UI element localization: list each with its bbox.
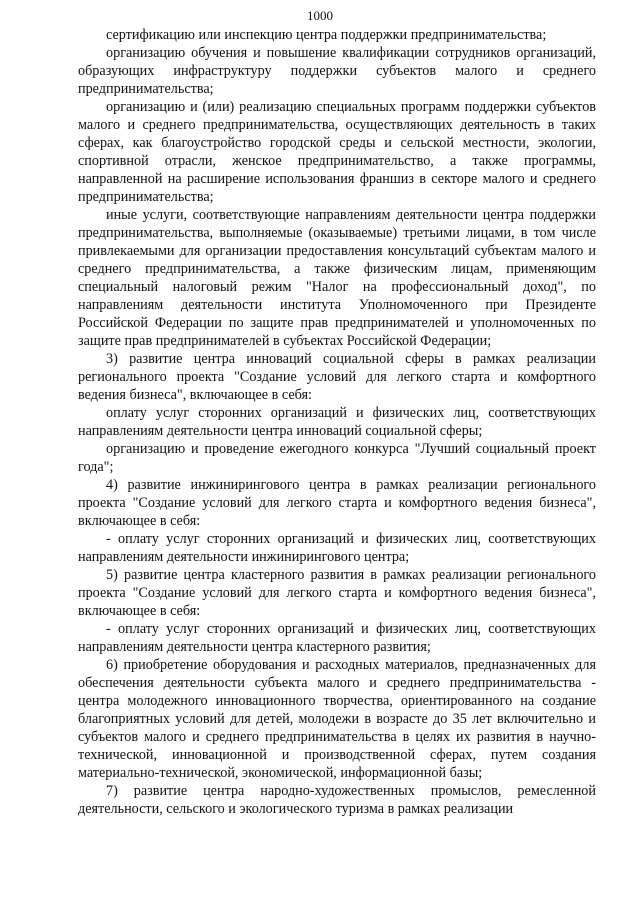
- paragraph-9: - оплату услуг сторонних организаций и физических лиц, соответствующих направлениям деятельности инжинирингового центра;: [78, 531, 596, 565]
- page-number: 1000: [307, 8, 333, 23]
- document-body: [78, 26, 596, 818]
- paragraph-6: оплату услуг сторонних организаций и физических лиц, соответствующих направлениям деятельности центра инноваций социальной сферы;: [78, 405, 596, 439]
- paragraph-8: 4) развитие инжинирингового центра в рамках реализации регионального проекта "Создание условий для легкого старта и комфортного ведения бизнеса", включающее в себя:: [78, 477, 596, 529]
- paragraph-1: сертификацию или инспекцию центра поддержки предпринимательства;: [106, 27, 547, 43]
- paragraph-2: организацию обучения и повышение квалификации сотрудников организаций, образующих инфраструктуру поддержки субъектов малого и среднего предпринимательства;: [78, 45, 596, 97]
- paragraph-10: 5) развитие центра кластерного развития в рамках реализации регионального проекта "Создание условий для легкого старта и комфортного ведения бизнеса", включающее в себя:: [78, 567, 596, 619]
- paragraph-5: 3) развитие центра инноваций социальной сферы в рамках реализации регионального проекта "Создание условий для легкого старта и комфортного ведения бизнеса", включающее в себя:: [78, 351, 596, 403]
- paragraph-3: организацию и (или) реализацию специальных программ поддержки субъектов малого и среднего предпринимательства, осуществляющих деятельность в таких сферах, как благоустройство городской среды и сельской местности, экологии, спортивной отрасли, женское предпринимательство, а также программы, направленной на расширение использования франшиз в секторе малого и среднего предпринимательства;: [78, 99, 596, 205]
- paragraph-4: иные услуги, соответствующие направлениям деятельности центра поддержки предпринимательства, выполняемые (оказываемые) третьими лицами, в том числе привлекаемыми для организации предоставления консультаций субъектам малого и среднего предпринимательства, а также физическим лицам, применяющим специальный налоговый режим "Налог на профессиональный доход", по направлениям деятельности института Уполномоченного при Президенте Российской Федерации по защите прав предпринимателей и уполномоченных по защите прав предпринимателей в субъектах Российской Федерации;: [78, 207, 596, 349]
- paragraph-12: 6) приобретение оборудования и расходных материалов, предназначенных для обеспечения деятельности субъекта малого и среднего предпринимательства - центра молодежного инновационного творчества, ориентированного на создание благоприятных условий для детей, молодежи в возрасте до 35 лет включительно и субъектов малого и среднего предпринимательства в целях их развития в научно-технической, инновационной и производственной сферах, путем создания материально-технической, экономической, информационной базы;: [78, 657, 596, 781]
- paragraph-7: организацию и проведение ежегодного конкурса "Лучший социальный проект года";: [78, 441, 596, 475]
- paragraph-13: 7) развитие центра народно-художественных промыслов, ремесленной деятельности, сельского и экологического туризма в рамках реализации: [78, 783, 596, 817]
- paragraph-11: - оплату услуг сторонних организаций и физических лиц, соответствующих направлениям деятельности центра кластерного развития;: [78, 621, 596, 655]
